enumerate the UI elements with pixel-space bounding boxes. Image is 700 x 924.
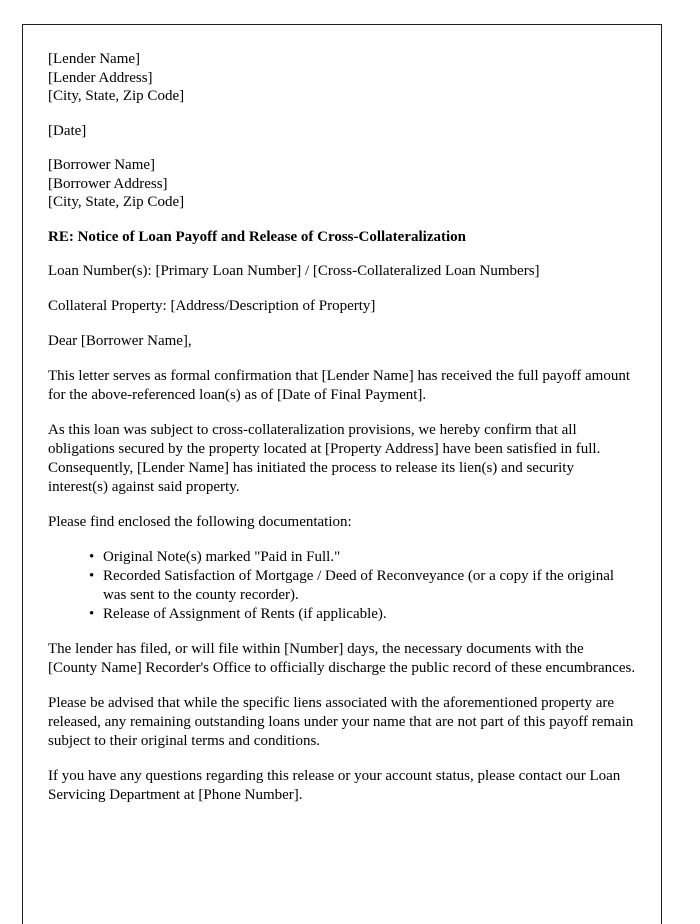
- loan-number-line: Loan Number(s): [Primary Loan Number] / [Cross-Collateralized Loan Numbers]: [48, 263, 540, 279]
- borrower-name: [Borrower Name]: [48, 157, 156, 173]
- lender-address-block: [48, 50, 636, 106]
- lender-name: [Lender Name]: [48, 51, 141, 67]
- borrower-city-state-zip: [City, State, Zip Code]: [48, 194, 185, 210]
- list-item: • Original Note(s) marked "Paid in Full.": [89, 548, 636, 567]
- collateral-property-line: Collateral Property: [Address/Description of Property]: [48, 298, 376, 314]
- borrower-address: [Borrower Address]: [48, 175, 168, 192]
- enclosure-list: [48, 548, 636, 624]
- letter-body: [48, 50, 636, 821]
- list-item: • Release of Assignment of Rents (if applicable).: [89, 605, 636, 624]
- subject-line: RE: Notice of Loan Payoff and Release of Cross-Collateralization: [48, 228, 466, 245]
- paragraph-recorder-filing: The lender has filed, or will file within [Number] days, the necessary documents with the [County Name] Recorder's Office to officially discharge the public record of these encumbrances.: [48, 641, 636, 676]
- date-block: [48, 122, 636, 141]
- paragraph-contact: If you have any questions regarding this release or your account status, please contact our Loan Servicing Department at [Phone Number].: [48, 768, 621, 803]
- paragraph-remaining-loans: Please be advised that while the specific liens associated with the aforementioned property are released, any remaining outstanding loans under your name that are not part of this payoff remain subject to their original terms and conditions.: [48, 695, 634, 749]
- salutation: Dear [Borrower Name],: [48, 333, 192, 349]
- list-item: • Recorded Satisfaction of Mortgage / Deed of Reconveyance (or a copy if the original was sent to the county recorder).: [89, 567, 636, 605]
- borrower-address-block: [48, 156, 636, 212]
- lender-address: [Lender Address]: [48, 69, 153, 86]
- paragraph-cross-collateralization: As this loan was subject to cross-collateralization provisions, we hereby confirm that all obligations secured by the property located at [Property Address] have been satisfied in full. Consequently, [Lender Name] has initiated the process to release its lien(s) and security interest(s) against said property.: [48, 422, 601, 495]
- paragraph-payoff-confirmation: This letter serves as formal confirmation that [Lender Name] has received the full payoff amount for the above-referenced loan(s) as of [Date of Final Payment].: [48, 368, 631, 403]
- lender-city-state-zip: [City, State, Zip Code]: [48, 88, 185, 104]
- document-page: [22, 24, 662, 924]
- date-line: [Date]: [48, 122, 87, 139]
- paragraph-enclosure-intro: Please find enclosed the following documentation:: [48, 514, 352, 530]
